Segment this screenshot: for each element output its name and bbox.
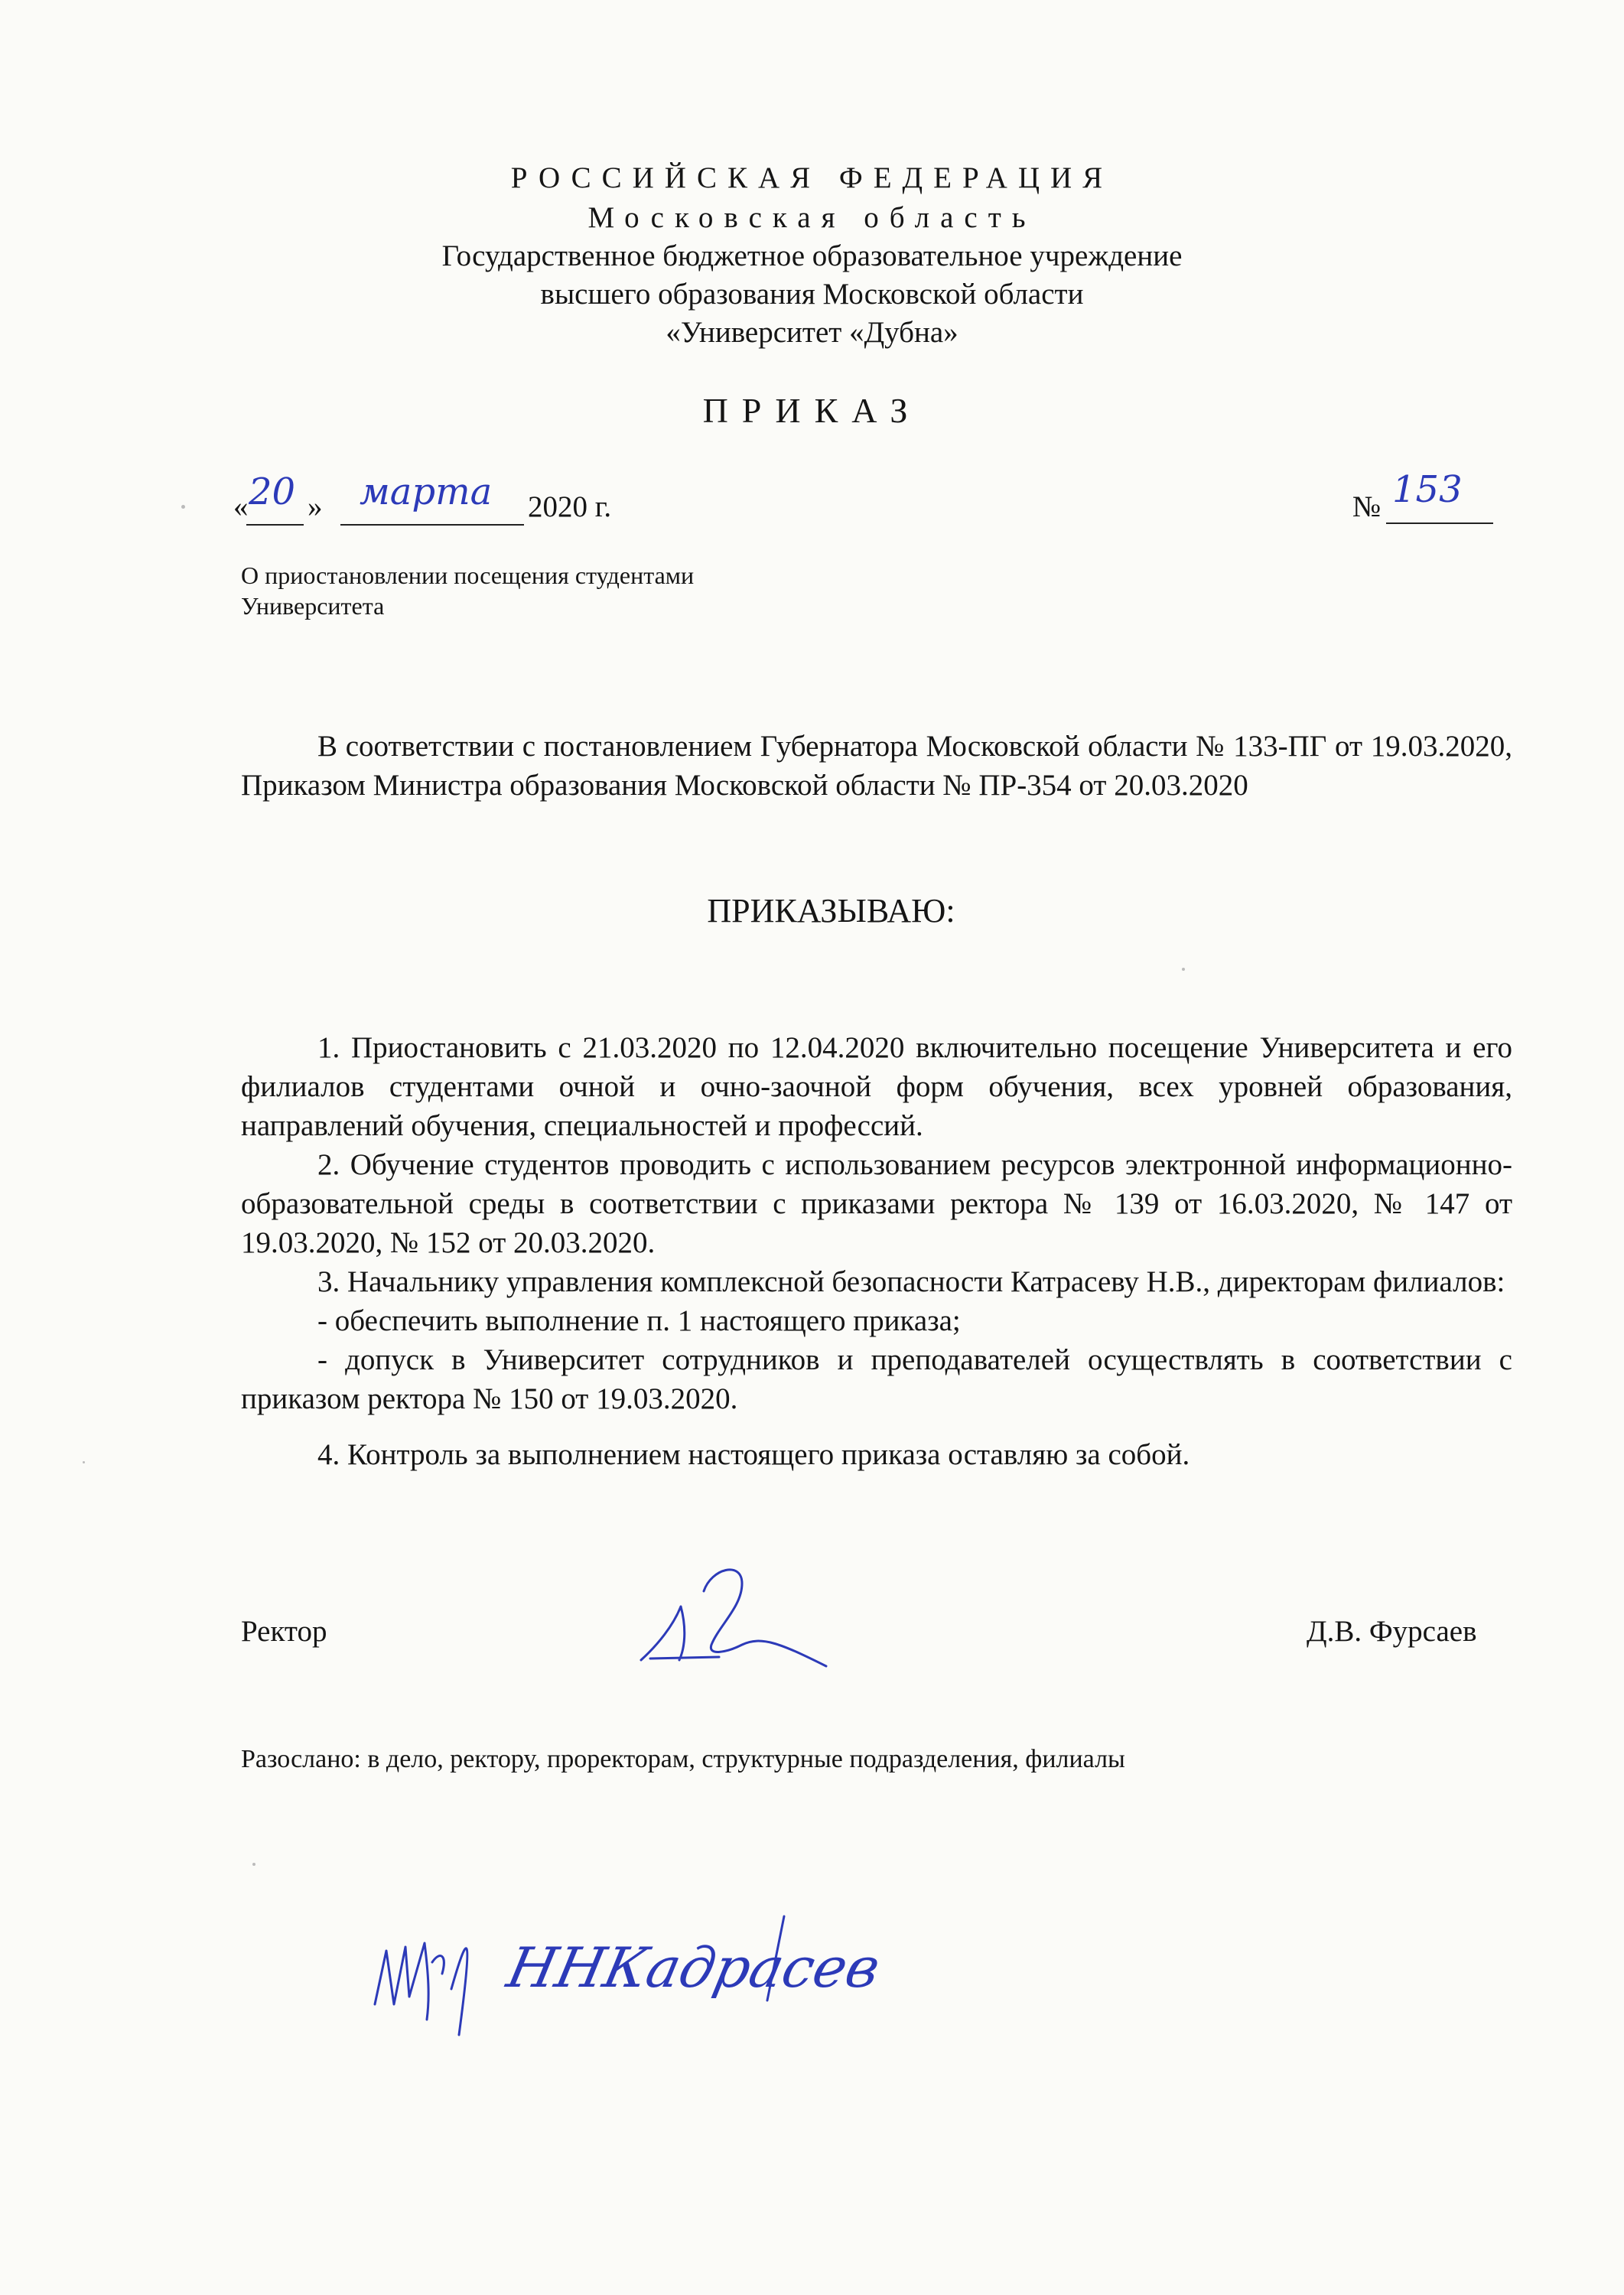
signatory-position: Ректор: [241, 1615, 327, 1648]
scan-speck: [83, 1461, 85, 1463]
org-name-line1: Государственное бюджетное образовательное учреждение: [441, 239, 1183, 272]
preamble-paragraph: В соответствии с постановлением Губернатора Московской области № 133-ПГ от 19.03.2020, Приказом Министра образования Московской области № ПР-354 от 20.03.2020: [241, 730, 1512, 802]
order-number: 153: [1392, 468, 1463, 511]
date-day: 20: [249, 470, 296, 513]
subject-line2: Университета: [241, 592, 385, 620]
date-open-quote: «: [233, 490, 249, 523]
order-item-3b: - допуск в Университет сотрудников и преподавателей осуществлять в соответствии с приказом ректора № 150 от 19.03.2020.: [241, 1343, 1512, 1415]
region-heading: Московская область: [587, 201, 1037, 234]
rector-signature: [627, 1553, 857, 1675]
distribution-list: Разослано: в дело, ректору, проректорам, структурные подразделения, филиалы: [241, 1745, 1125, 1773]
order-item-3a: - обеспечить выполнение п. 1 настоящего приказа;: [317, 1304, 961, 1337]
document-title: ПРИКАЗ: [702, 391, 922, 430]
subject-line1: О приостановлении посещения студентами: [241, 562, 695, 589]
scan-speck: [181, 505, 185, 509]
scan-speck: [1182, 968, 1185, 971]
org-name-line3: «Университет «Дубна»: [666, 316, 958, 349]
order-item-2: 2. Обучение студентов проводить с использованием ресурсов электронной информационно-образовательной среды в соответствии с приказами ректора № 139 от 16.03.2020, № 147 от 19.03.2020, № 152 от 20.03.2020.: [241, 1148, 1512, 1259]
acknowledgement-stroke: [761, 1912, 792, 2004]
acknowledgement-text: ННКадрасев: [502, 1935, 886, 2000]
date-month: марта: [360, 470, 493, 513]
order-item-4: 4. Контроль за выполнением настоящего приказа оставляю за собой.: [317, 1438, 1190, 1471]
org-name-line2: высшего образования Московской области: [540, 278, 1084, 311]
order-item-3: 3. Начальнику управления комплексной безопасности Катрасеву Н.В., директорам филиалов:: [317, 1265, 1505, 1298]
date-close-quote: »: [308, 490, 323, 523]
order-items: [241, 1028, 1512, 1474]
order-word: ПРИКАЗЫВАЮ:: [707, 892, 955, 929]
order-item-1: 1. Приостановить с 21.03.2020 по 12.04.2020 включительно посещение Университета и его филиалов студентами очной и очно-заочной форм обучения, всех уровней образования, направлений обучения, специальностей и профессий.: [241, 1031, 1512, 1142]
order-number-label: №: [1352, 490, 1382, 523]
scan-speck: [252, 1863, 255, 1866]
date-year: 2020 г.: [528, 490, 612, 523]
signatory-name: Д.В. Фурсаев: [1307, 1615, 1477, 1648]
country-heading: РОССИЙСКАЯ ФЕДЕРАЦИЯ: [510, 161, 1114, 194]
